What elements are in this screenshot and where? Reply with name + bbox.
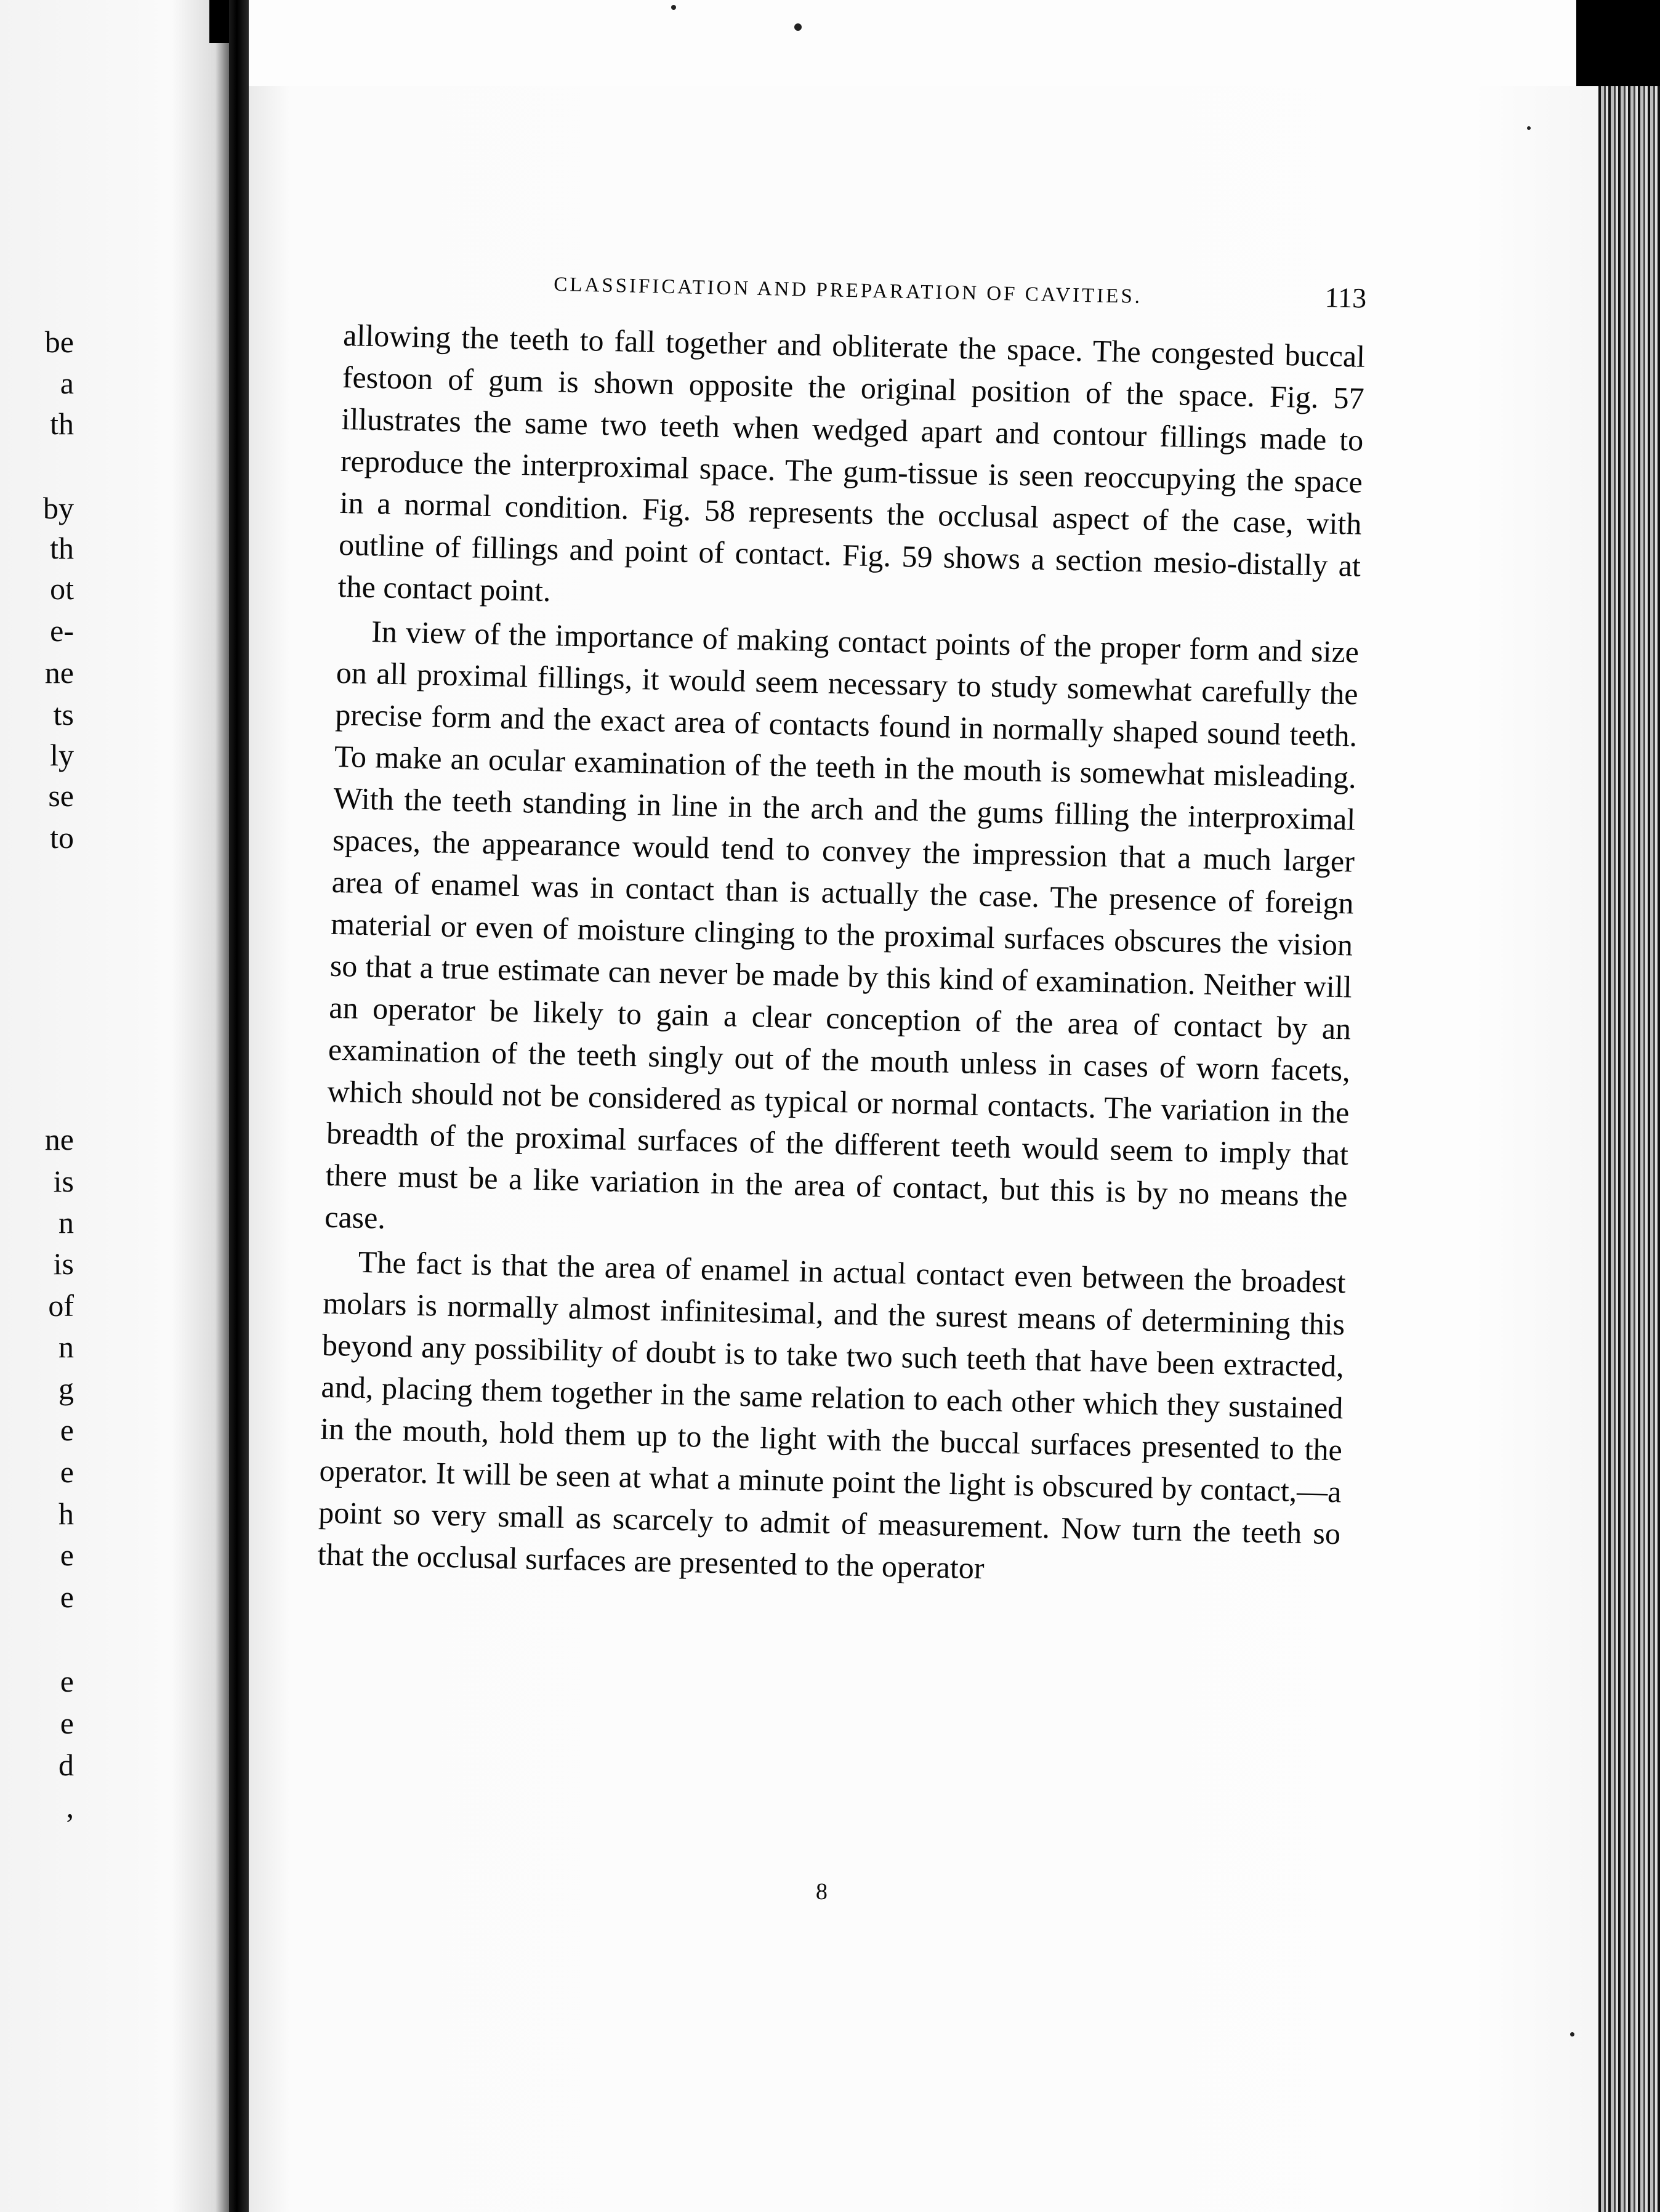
dust-speck <box>794 23 802 31</box>
paragraph: allowing the teeth to fall together and obliterate the space. The congested buccal festoon of gum is shown opposite the original position of the space. Fig. 57 illustrates the same two teeth when wedged apart and contour fillings made to reproduce the interproximal space. The gum-tissue is seen reoccupying the space in a normal condition. Fig. 58 represents the occlusal aspect of the case, with outline of fillings and point of contact. Fig. 59 shows a section mesio-distally at the contact point. <box>337 317 1366 608</box>
left-fragment: e <box>60 1538 74 1572</box>
left-fragment: ne <box>44 1122 74 1156</box>
left-fragment: is <box>53 1246 74 1281</box>
paragraph: The fact is that the area of enamel in actual contact even between the broadest molars is normally almost infinitesimal, and the surest means of determining this beyond any possibility of doubt is to take two such teeth that have been extracted, and, placing them together in the same relation to each other which they sustained in the mouth, hold them up to the light with the buccal surfaces presented to the operator. It will be seen at what a minute point the light is obscured by contact,—a point so very small as scarcely to admit of measurement. Now turn the teeth so that the occlusal surfaces are presented to the operator <box>317 1244 1347 1586</box>
left-fragment: e <box>60 1580 74 1614</box>
left-fragment: is <box>53 1164 74 1198</box>
left-fragment: d <box>58 1748 74 1782</box>
left-fragment: th <box>50 406 74 441</box>
top-margin <box>249 0 1660 86</box>
left-fragment: e <box>60 1455 74 1489</box>
page-number: 113 <box>1324 281 1367 314</box>
dust-speck <box>1527 126 1531 130</box>
left-fragment: ts <box>53 697 74 732</box>
left-fragment: of <box>48 1288 74 1323</box>
dust-speck <box>1570 2032 1574 2036</box>
book-gutter <box>229 0 249 2212</box>
left-fragment: e <box>60 1706 74 1740</box>
left-fragment: h <box>58 1496 74 1531</box>
left-fragment: th <box>50 531 74 565</box>
dust-speck <box>671 5 676 10</box>
left-fragment: e <box>60 1664 74 1698</box>
body-text <box>317 259 1366 1599</box>
running-title: CLASSIFICATION AND PREPARATION OF CAVITIES. <box>553 273 1143 309</box>
left-fragment: by <box>43 491 74 525</box>
left-fragment: e- <box>50 613 74 648</box>
top-right-corner-shadow <box>1576 0 1660 86</box>
left-fragment: e <box>60 1413 74 1447</box>
page-edges-stack <box>1598 86 1660 2212</box>
left-fragment: se <box>48 778 74 813</box>
left-fragment: ly <box>50 738 74 772</box>
left-fragment: ne <box>44 655 74 690</box>
left-fragment: ot <box>50 571 74 606</box>
left-page-text-fragments <box>0 0 74 2212</box>
signature-mark: 8 <box>815 1878 828 1905</box>
left-fragment: n <box>58 1205 74 1240</box>
left-fragment: , <box>66 1790 74 1824</box>
paragraph: In view of the importance of making contact points of the proper form and size on all proximal fillings, it would seem necessary to study somewhat carefully the precise form and the exact area of contacts found in normally shaped sound teeth. To make an ocular examination of the teeth in the mouth is somewhat misleading. With the teeth standing in line in the arch and the gums filling the interproximal spaces, the appearance would tend to convey the impression that a much larger area of enamel was in contact than is actually the case. The presence of foreign material or even of moisture clinging to the proximal surfaces obscures the vision so that a true estimate can never be made by this kind of examination. Neither will an operator be likely to gain a clear conception of the area of contact by an examination of the teeth singly out of the mouth unless in cases of worn facets, which should not be considered as typical or normal contacts. The variation in the breadth of the proximal surfaces of the different teeth would seem to imply that there must be a like variation in the area of contact, but this is by no means the case. <box>324 614 1360 1235</box>
left-fragment: n <box>58 1330 74 1364</box>
left-fragment: be <box>44 325 74 359</box>
left-fragment: g <box>58 1371 74 1406</box>
left-fragment: a <box>60 366 74 400</box>
left-fragment: to <box>50 820 74 855</box>
